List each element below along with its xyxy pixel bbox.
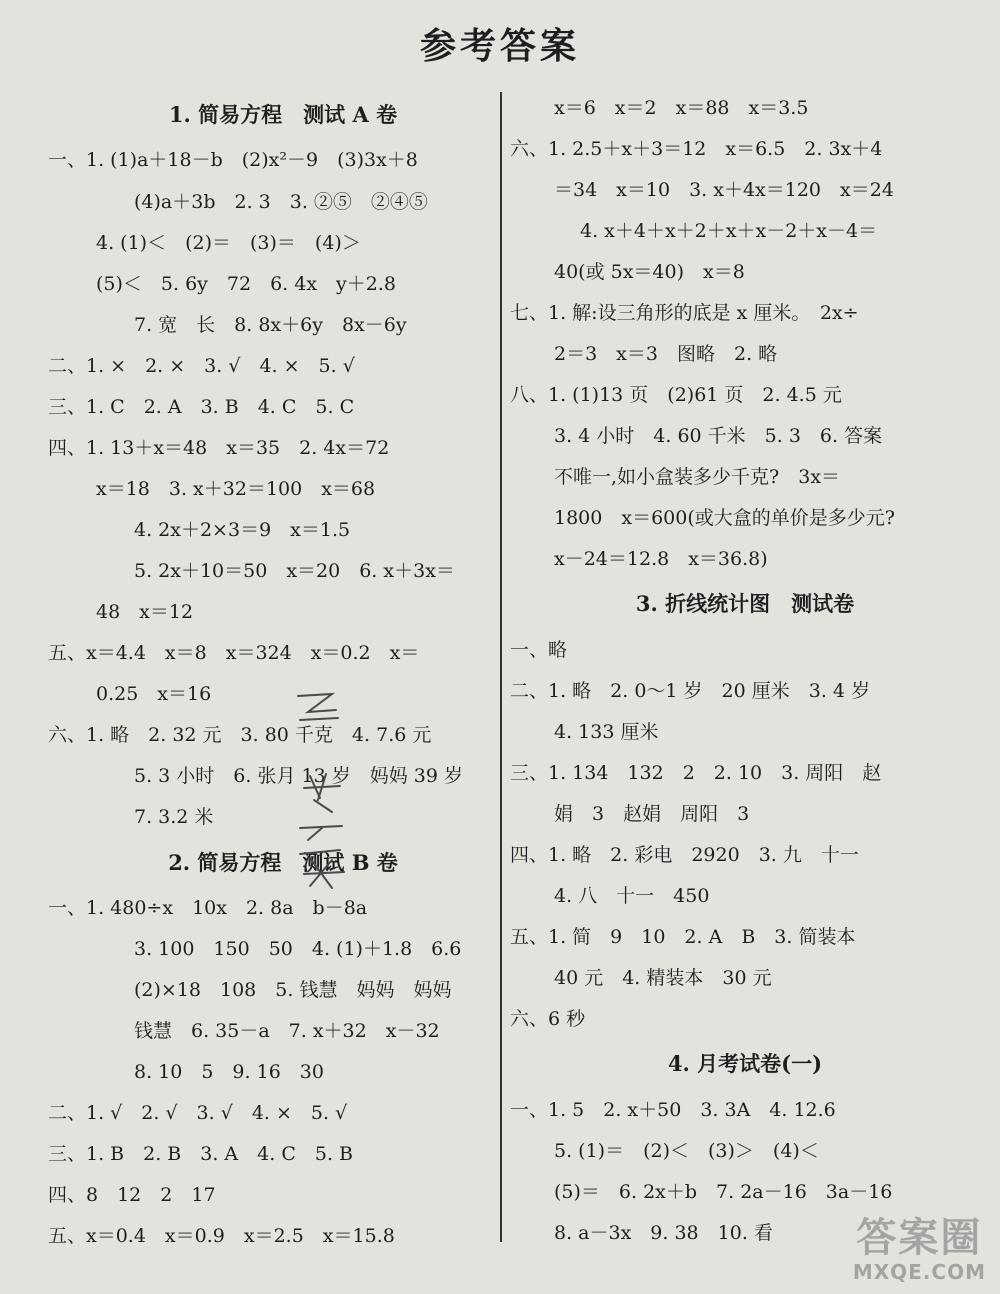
handwritten-marks (280, 688, 370, 918)
answer-line: 三、1. B 2. B 3. A 4. C 5. B (48, 1143, 353, 1165)
column-divider (500, 92, 502, 1242)
answer-line: 0.25 x＝16 (96, 683, 212, 705)
answer-line: 一、1. 480÷x 10x 2. 8a b－8a (48, 897, 368, 919)
answer-line: 三、1. C 2. A 3. B 4. C 5. C (48, 396, 355, 418)
answer-line: 1800 x＝600(或大盒的单价是多少元? (554, 507, 895, 529)
answer-line: (5)＝ 6. 2x＋b 7. 2a－16 3a－16 (554, 1181, 893, 1203)
answer-line: 3. 4 小时 4. 60 千米 5. 3 6. 答案 (554, 425, 883, 447)
answer-line: 4. (1)＜ (2)＝ (3)＝ (4)＞ (96, 232, 361, 254)
answer-line: 8. 10 5 9. 16 30 (134, 1061, 324, 1083)
answer-line: x－24＝12.8 x＝36.8) (554, 548, 768, 570)
answer-line: 2＝3 x＝3 图略 2. 略 (554, 343, 778, 365)
answer-line: (4)a＋3b 2. 3 3. ②⑤ ②④⑤ (134, 191, 428, 213)
answer-line: 八、1. (1)13 页 (2)61 页 2. 4.5 元 (510, 384, 842, 406)
answer-line: 五、x＝4.4 x＝8 x＝324 x＝0.2 x＝ (48, 642, 420, 664)
answer-line: 4. 133 厘米 (554, 721, 659, 743)
section-heading-1: 1. 简易方程 测试 A 卷 (168, 102, 398, 127)
answer-line: 4. 八 十一 450 (554, 885, 710, 907)
answer-line: 40 元 4. 精装本 30 元 (554, 967, 772, 989)
answer-line: 娟 3 赵娟 周阳 3 (554, 803, 750, 825)
answer-line: 8. a－3x 9. 38 10. 看 (554, 1222, 773, 1244)
answer-line: 七、1. 解:设三角形的底是 x 厘米。 2x÷ (510, 302, 859, 324)
answer-line: x＝6 x＝2 x＝88 x＝3.5 (554, 97, 809, 119)
answer-line: (5)＜ 5. 6y 72 6. 4x y＋2.8 (96, 273, 397, 295)
answer-line: 40(或 5x＝40) x＝8 (554, 261, 745, 283)
answer-line: 一、1. 5 2. x＋50 3. 3A 4. 12.6 (510, 1099, 836, 1121)
answer-line: 六、6 秒 (510, 1008, 586, 1030)
page-title: 参考答案 (419, 25, 580, 67)
watermark (853, 1216, 986, 1284)
answer-line: 7. 3.2 米 (134, 806, 214, 828)
answer-line: 48 x＝12 (96, 601, 194, 623)
answer-line: 五、1. 简 9 10 2. A B 3. 简装本 (510, 926, 856, 948)
answer-line: 六、1. 2.5＋x＋3＝12 x＝6.5 2. 3x＋4 (510, 138, 883, 160)
answer-line: ＝34 x＝10 3. x＋4x＝120 x＝24 (554, 179, 894, 201)
watermark-logo: 答案圈 (856, 1215, 983, 1261)
answer-line: 四、1. 13＋x＝48 x＝35 2. 4x＝72 (48, 437, 390, 459)
section-heading-2: 2. 简易方程 测试 B 卷 (168, 850, 398, 875)
watermark-url: MXQE.COM (852, 1260, 986, 1284)
answer-line: 7. 宽 长 8. 8x＋6y 8x－6y (134, 314, 407, 336)
answer-line: (2)×18 108 5. 钱慧 妈妈 妈妈 (134, 979, 452, 1001)
answer-line: 二、1. 略 2. 0～1 岁 20 厘米 3. 4 岁 (510, 680, 871, 702)
answer-line: x＝18 3. x＋32＝100 x＝68 (96, 478, 376, 500)
answer-line: 钱慧 6. 35－a 7. x＋32 x－32 (134, 1020, 440, 1042)
answer-line: 六、1. 略 2. 32 元 3. 80 千克 4. 7.6 元 (48, 724, 432, 746)
answer-line: 三、1. 134 132 2 2. 10 3. 周阳 赵 (510, 762, 882, 784)
answer-line: 4. x＋4＋x＋2＋x＋x－2＋x－4＝ (580, 220, 878, 242)
answer-line: 5. 3 小时 6. 张月 13 岁 妈妈 39 岁 (134, 765, 463, 787)
answer-line: 四、1. 略 2. 彩电 2920 3. 九 十一 (510, 844, 859, 866)
section-heading-3: 3. 折线统计图 测试卷 (635, 591, 855, 616)
answer-line: 二、1. × 2. × 3. √ 4. × 5. √ (48, 355, 355, 377)
answer-line: 二、1. √ 2. √ 3. √ 4. × 5. √ (48, 1102, 348, 1124)
answer-line: 四、8 12 2 17 (48, 1184, 216, 1206)
answer-line: 4. 2x＋2×3＝9 x＝1.5 (134, 519, 351, 541)
answer-line: 一、1. (1)a＋18－b (2)x²－9 (3)3x＋8 (48, 149, 418, 171)
answer-line: 3. 100 150 50 4. (1)＋1.8 6.6 (134, 938, 462, 960)
answer-line: 不唯一,如小盒装多少千克? 3x＝ (554, 466, 841, 488)
section-heading-4: 4. 月考试卷(一) (667, 1051, 823, 1076)
answer-line: 5. (1)＝ (2)＜ (3)＞ (4)＜ (554, 1140, 819, 1162)
answer-line: 5. 2x＋10＝50 x＝20 6. x＋3x＝ (134, 560, 455, 582)
answer-line: 一、略 (510, 639, 568, 661)
answer-line: 五、x＝0.4 x＝0.9 x＝2.5 x＝15.8 (48, 1225, 395, 1247)
